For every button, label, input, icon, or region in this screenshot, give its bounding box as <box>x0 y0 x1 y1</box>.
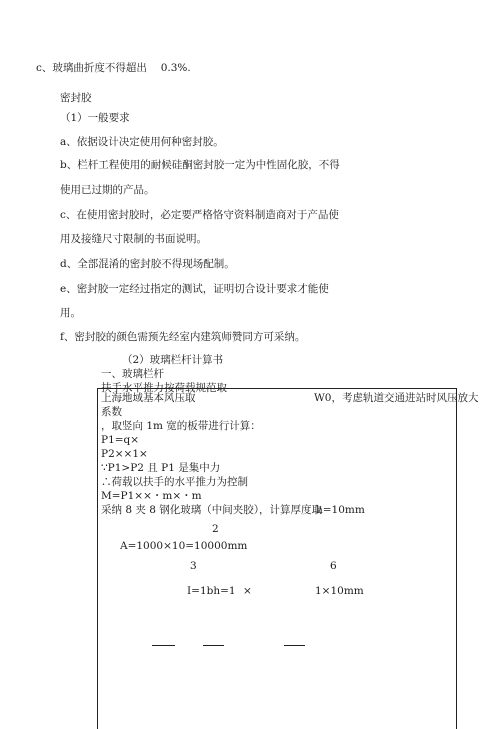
item-f: f、密封胶的颜色需预先经室内建筑师赞同方可采纳。 <box>60 331 306 343</box>
box-line-11b: × <box>243 585 252 597</box>
superscript-2: 2 <box>212 523 219 535</box>
item-b-cont: 使用已过期的产品。 <box>60 184 155 196</box>
fraction-line-2 <box>203 645 224 646</box>
item-e-cont: 用。 <box>60 307 81 319</box>
fraction-line-3 <box>284 645 305 646</box>
box-line-8: M=P1××・m×・m <box>101 490 202 502</box>
item-c: c、在使用密封胶时，必定要严格恪守资料制造商对于产品使 <box>60 209 339 221</box>
box-line-3: ，取竖向 1m 宽的板带进行计算： <box>101 420 261 432</box>
superscript-3: 3 <box>190 560 197 572</box>
item-e: e、密封胶一定经过指定的测试，证明切合设计要求才能使 <box>60 283 329 295</box>
item-d: d、全部混淆的密封胶不得现场配制。 <box>60 258 235 270</box>
superscript-6: 6 <box>330 560 337 572</box>
section-sealant: 密封胶 <box>60 92 92 104</box>
item-a: a、依据设计决定使用何种密封胶。 <box>60 136 224 148</box>
item-b: b、栏杆工程使用的耐候硅酮密封胶一定为中性固化胶，不得 <box>60 159 340 171</box>
sub-general: （1）一般要求 <box>60 112 130 124</box>
para-c-top: c、玻璃曲折度不得超出 0.3%. <box>36 62 191 74</box>
calculation-box <box>97 388 457 729</box>
box-line-7: ∴荷载以扶手的水平推力为控制 <box>101 476 248 488</box>
fraction-line-1 <box>152 645 175 646</box>
box-line-9a: 采纳 8 夹 8 钢化玻璃（中间夹胶），计算厚度取 <box>101 504 322 516</box>
box-line-9b: h=10mm <box>316 504 365 516</box>
calc-section: 一、玻璃栏杆 <box>101 368 164 380</box>
box-line-11a: I=1bh=1 <box>187 585 236 597</box>
box-line-1a: 上海地域基本风压取 <box>101 392 196 404</box>
calc-line-1: 扶手水平推力按荷载规范取 <box>101 382 227 394</box>
calc-title: （2）玻璃栏杆计算书 <box>122 354 224 366</box>
box-line-10: A=1000×10=10000mm <box>120 540 248 552</box>
box-line-2: 系数 <box>101 406 122 418</box>
box-line-6: ∵P1>P2 且 P1 是集中力 <box>101 462 221 474</box>
box-line-11c: 1×10mm <box>315 585 364 597</box>
box-line-5: P2××1× <box>101 448 148 460</box>
item-c-cont: 用及接缝尺寸限制的书面说明。 <box>60 233 207 245</box>
box-line-4: P1=q× <box>101 434 140 446</box>
box-line-1b: W0，考虑轨道交通进站时风压放大 <box>314 392 479 404</box>
